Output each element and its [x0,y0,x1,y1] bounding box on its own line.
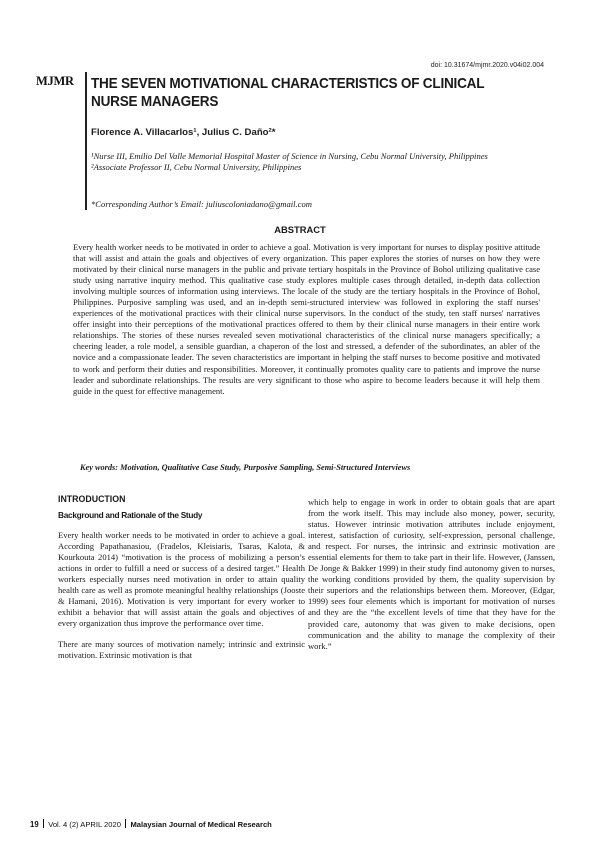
doi-label: doi: 10.31674/mjmr.2020.v04i02.004 [430,62,544,69]
footer-separator [125,819,127,828]
affiliation-1: ¹Nurse III, Emilio Del Valle Memorial Hospital Master of Science in Nursing, Cebu Normal University, Philippines [91,151,488,161]
intro-paragraph-3: which help to engage in work in order to obtain goals that are apart from the work itself. This may include also money, power, security, status. However intrinsic motivation attributes include enjoyment, interest, satisfaction of curiosity, self-expression, personal challenge, and respect. For nurses, the intrinsic and extrinsic motivation are essential elements for them to take part in their life. However, (Janssen, De Jonge & Bakker 1999) in their study find autonomy given to nurses, the working conditions provided by them, the quality supervision by their superiors and the relationships between them. Moreover, (Edgar, 1999) sees four elements which is important for motivation of nurses and they are the “the excellent levels of time that they have for the provided care, autonomy that was given to make decisions, open communication and the ability to manage the complexity of their work.” [308,497,555,651]
journal-name: Malaysian Journal of Medical Research [130,820,272,829]
affiliations [91,151,551,174]
author-list: Florence A. Villacarlos¹, Julius C. Daño²* [91,127,276,138]
footer-separator [43,819,45,828]
background-subheading: Background and Rationale of the Study [58,510,203,521]
title-divider [85,72,87,210]
introduction-heading: INTRODUCTION [58,494,126,504]
affiliation-2: ²Associate Professor II, Cebu Normal University, Philippines [91,162,302,173]
volume-info: Vol. 4 (2) APRIL 2020 [48,820,121,829]
article-title: THE SEVEN MOTIVATIONAL CHARACTERISTICS OF CLINICAL NURSE MANAGERS [91,76,485,110]
right-column [308,497,555,652]
left-column [58,494,305,661]
page-number: 19 [30,820,39,829]
journal-logo: MJMR [36,74,74,88]
corresponding-email: *Corresponding Author’s Email: juliuscoloniadano@gmail.com [91,199,313,209]
intro-paragraph-1: Every health worker needs to be motivated in order to achieve a goal. According Papathanasiou, (Fradelos, Kleisiaris, Tsaras, Kalota, & Kourkouta 2014) “motivation is the process of mobilizing a person’s actions in order to fulfill a need or success of a desired target.” Health workers especially nurses need motivation in order to attain quality health care as well as promote meaningful healthy relationships (Jooste & Hamani, 2016). Motivation is very important for every worker to exhibit a behavior that will assist attain the goals and objectives of every organization thus improve the performance over time. [58,530,305,629]
keywords: Key words: Motivation, Qualitative Case Study, Purposive Sampling, Semi-Structured Interviews [80,463,411,472]
intro-paragraph-2: There are many sources of motivation namely; intrinsic and extrinsic motivation. Extrinsic motivation is that [58,638,305,660]
page-footer [30,819,272,829]
abstract-heading: ABSTRACT [274,224,326,235]
abstract-text: Every health worker needs to be motivated in order to achieve a goal. Motivation is very important for nurses to display positive attitude that will assist and attain the goals and objectives of every organization. This paper explores the stories of nurses on how they were motivated by their clinical nurse managers in the public and private tertiary hospitals in the Province of Bohol utilizing qualitative case study using narrative inquiry method. This qualitative case study explores multiple cases through detailed, in-depth data collection involving multiple sources of information using interviews. The locale of the study are the tertiary hospitals in the Province of Bohol, Philippines. Purposive sampling was used, and an in-depth semi-structured interview was followed in exploring the staff nurses' experiences of the motivational practices with their clinical nurse supervisors. In the conduct of the study, ten staff nurses' narratives offer insight into their perceptions of the motivational practices offered to them by their clinical nurse managers in their entire work relationships. The stories of these nurses revealed seven motivational characteristics of the clinical nurse managers specifically; a cheering leader, a role model, a sensible guardian, a chaperon of the lost and stressed, a defender of the subordinates, an abler of the novice and a compassionate leader. The seven characteristics are important in helping the staff nurses to become positive and motivated to work and perform their duties and responsibilities. Moreover, it continually promotes quality care to patients and improve the nurse leader and subordinate relationships. The results are very significant to those who aspire to become leaders because it will help them guide in the quest for effective management. [73,242,540,396]
